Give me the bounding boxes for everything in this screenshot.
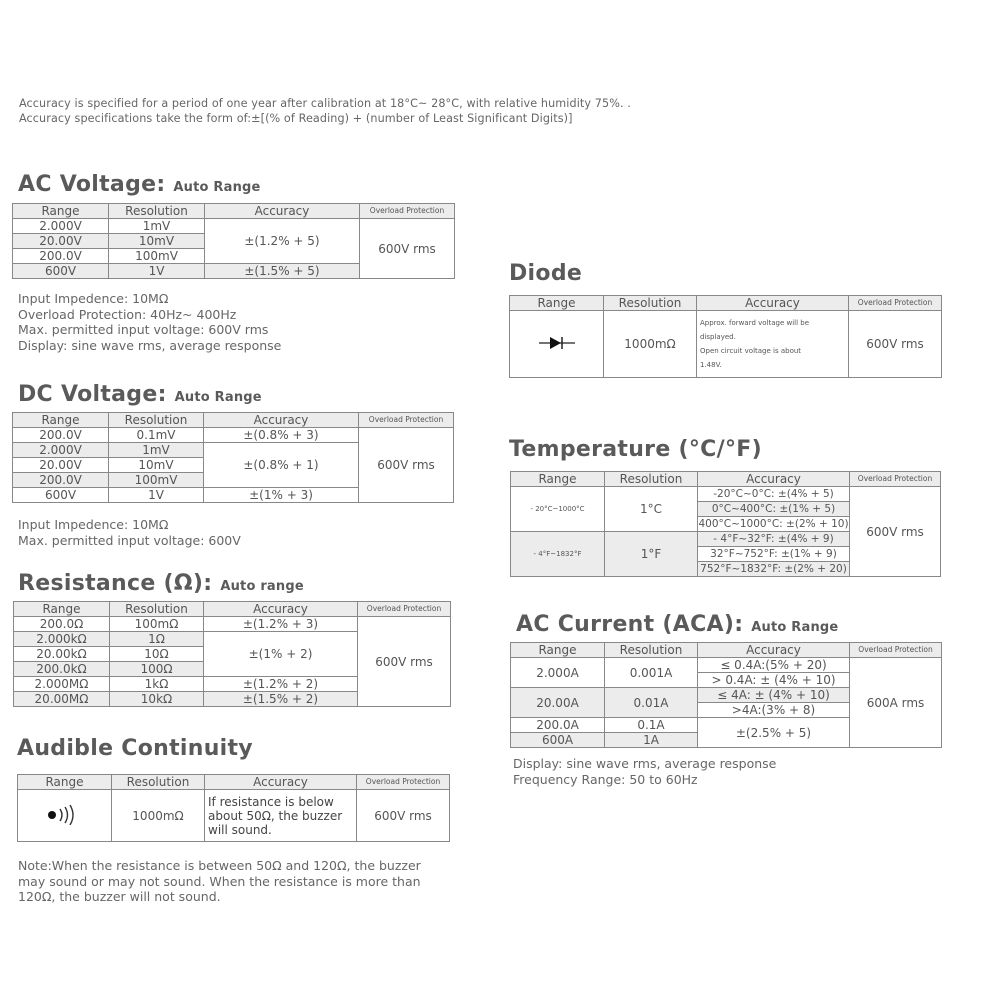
range-cell: 2.000MΩ bbox=[14, 677, 110, 692]
header-accuracy: Accuracy bbox=[697, 296, 849, 311]
header-overload: Overload Protection bbox=[850, 643, 942, 658]
ac-current-title: AC Current (ACA): bbox=[516, 612, 744, 637]
range-cell: 200.0kΩ bbox=[14, 662, 110, 677]
accuracy-cell: > 0.4A: ± (4% + 10) bbox=[698, 673, 850, 688]
header-overload: Overload Protection bbox=[849, 296, 942, 311]
continuity-table bbox=[17, 774, 450, 842]
note-line: 120Ω, the buzzer will not sound. bbox=[18, 889, 221, 904]
note-line: Display: sine wave rms, average response bbox=[18, 337, 282, 353]
resolution-cell: 1°F bbox=[605, 532, 698, 577]
resolution-cell: 10mV bbox=[109, 234, 205, 249]
header-resolution: Resolution bbox=[109, 204, 205, 219]
header-resolution: Resolution bbox=[112, 775, 205, 790]
range-cell: - 20°C~1000°C bbox=[511, 487, 605, 532]
table-row bbox=[13, 219, 455, 234]
overload-cell: 600V rms bbox=[358, 617, 451, 707]
header-range: Range bbox=[511, 472, 605, 487]
accuracy-line: Approx. forward voltage will be bbox=[700, 319, 810, 327]
resolution-cell: 0.1A bbox=[605, 718, 698, 733]
range-cell: 20.00V bbox=[13, 458, 109, 473]
accuracy-cell: 752°F~1832°F: ±(2% + 20) bbox=[698, 562, 850, 577]
ac-current-notes bbox=[513, 756, 776, 787]
note-line: may sound or may not sound. When the resistance is more than bbox=[18, 873, 421, 889]
ac-voltage-notes bbox=[18, 291, 281, 353]
resolution-cell: 1°C bbox=[605, 487, 698, 532]
accuracy-cell: ≤ 0.4A:(5% + 20) bbox=[698, 658, 850, 673]
continuity-heading bbox=[17, 736, 253, 762]
range-cell: 20.00kΩ bbox=[14, 647, 110, 662]
accuracy-cell: ±(1.2% + 5) bbox=[205, 219, 360, 264]
header-range: Range bbox=[511, 643, 605, 658]
accuracy-cell: If resistance is below about 50Ω, the buzzer will sound. bbox=[205, 790, 357, 842]
intro-line-1: Accuracy is specified for a period of one year after calibration at 18°C~ 28°C, with relative humidity 75%. . bbox=[19, 97, 631, 110]
header-resolution: Resolution bbox=[109, 413, 204, 428]
header-accuracy: Accuracy bbox=[698, 472, 850, 487]
header-overload: Overload Protection bbox=[357, 775, 450, 790]
note-line: Max. permitted input voltage: 600V rms bbox=[18, 322, 269, 337]
ac-voltage-title: AC Voltage: bbox=[18, 172, 166, 197]
table-row bbox=[511, 487, 941, 502]
header-range: Range bbox=[13, 204, 109, 219]
resolution-cell: 1A bbox=[605, 733, 698, 748]
resolution-cell: 1V bbox=[109, 264, 205, 279]
ac-current-heading bbox=[516, 612, 838, 641]
range-cell bbox=[510, 311, 604, 378]
note-line: Input Impedence: 10MΩ bbox=[18, 517, 169, 532]
header-overload: Overload Protection bbox=[358, 602, 451, 617]
range-cell: 600V bbox=[13, 264, 109, 279]
accuracy-cell: -20°C~0°C: ±(4% + 5) bbox=[698, 487, 850, 502]
header-resolution: Resolution bbox=[605, 472, 698, 487]
accuracy-line: Open circuit voltage is about bbox=[700, 347, 802, 355]
range-cell: 20.00V bbox=[13, 234, 109, 249]
range-cell: 2.000kΩ bbox=[14, 632, 110, 647]
range-cell: 20.00A bbox=[511, 688, 605, 718]
header-range: Range bbox=[510, 296, 604, 311]
accuracy-cell: >4A:(3% + 8) bbox=[698, 703, 850, 718]
diode-symbol-icon bbox=[537, 335, 577, 351]
overload-cell: 600V rms bbox=[850, 487, 941, 577]
resolution-cell: 1kΩ bbox=[110, 677, 204, 692]
diode-table bbox=[509, 295, 942, 378]
resolution-cell: 10mV bbox=[109, 458, 204, 473]
accuracy-cell bbox=[697, 311, 849, 378]
header-accuracy: Accuracy bbox=[205, 204, 360, 219]
overload-cell: 600V rms bbox=[359, 428, 454, 503]
resolution-cell: 0.01A bbox=[605, 688, 698, 718]
range-cell: 200.0V bbox=[13, 473, 109, 488]
temperature-title: Temperature (°C/°F) bbox=[509, 437, 762, 462]
range-cell: 200.0V bbox=[13, 249, 109, 264]
resolution-cell: 1mV bbox=[109, 219, 205, 234]
header-resolution: Resolution bbox=[110, 602, 204, 617]
diode-heading bbox=[509, 261, 582, 287]
accuracy-cell: ±(0.8% + 3) bbox=[204, 428, 359, 443]
resolution-cell: 10kΩ bbox=[110, 692, 204, 707]
diode-title: Diode bbox=[509, 261, 583, 286]
header-accuracy: Accuracy bbox=[204, 602, 358, 617]
dc-voltage-notes bbox=[18, 517, 241, 548]
intro-line-2: Accuracy specifications take the form of:±[(% of Reading) + (number of Least Significant Digits)] bbox=[19, 112, 573, 125]
range-cell: 600V bbox=[13, 488, 109, 503]
resolution-cell: 0.001A bbox=[605, 658, 698, 688]
accuracy-intro bbox=[19, 96, 631, 126]
dc-voltage-subtitle: Auto Range bbox=[174, 390, 262, 405]
continuity-title: Audible Continuity bbox=[17, 736, 253, 761]
range-cell: 200.0V bbox=[13, 428, 109, 443]
header-resolution: Resolution bbox=[605, 643, 698, 658]
overload-cell: 600V rms bbox=[360, 219, 455, 279]
resolution-cell: 100mV bbox=[109, 473, 204, 488]
note-line: Max. permitted input voltage: 600V bbox=[18, 532, 241, 548]
header-range: Range bbox=[13, 413, 109, 428]
table-row bbox=[18, 790, 450, 842]
dc-voltage-heading bbox=[18, 382, 262, 411]
overload-cell: 600A rms bbox=[850, 658, 942, 748]
header-accuracy: Accuracy bbox=[205, 775, 357, 790]
accuracy-cell: ±(1% + 2) bbox=[204, 632, 358, 677]
note-line: Overload Protection: 40Hz~ 400Hz bbox=[18, 306, 237, 322]
table-row bbox=[511, 658, 942, 673]
temperature-heading bbox=[509, 437, 762, 463]
buzzer-sound-icon bbox=[45, 803, 85, 825]
range-cell bbox=[18, 790, 112, 842]
range-cell: 2.000V bbox=[13, 443, 109, 458]
range-cell: - 4°F~1832°F bbox=[511, 532, 605, 577]
range-cell: 2.000A bbox=[511, 658, 605, 688]
accuracy-cell: 0°C~400°C: ±(1% + 5) bbox=[698, 502, 850, 517]
header-overload: Overload Protection bbox=[850, 472, 941, 487]
header-accuracy: Accuracy bbox=[204, 413, 359, 428]
accuracy-cell: ±(1.5% + 2) bbox=[204, 692, 358, 707]
note-line: Input Impedence: 10MΩ bbox=[18, 291, 169, 306]
range-cell: 200.0Ω bbox=[14, 617, 110, 632]
resistance-table bbox=[13, 601, 451, 707]
overload-cell: 600V rms bbox=[357, 790, 450, 842]
accuracy-cell: ±(0.8% + 1) bbox=[204, 443, 359, 488]
overload-cell: 600V rms bbox=[849, 311, 942, 378]
header-accuracy: Accuracy bbox=[698, 643, 850, 658]
range-cell: 600A bbox=[511, 733, 605, 748]
accuracy-cell: ±(1.5% + 5) bbox=[205, 264, 360, 279]
accuracy-cell: ±(1.2% + 2) bbox=[204, 677, 358, 692]
header-range: Range bbox=[14, 602, 110, 617]
ac-voltage-table bbox=[12, 203, 455, 279]
dc-voltage-table bbox=[12, 412, 454, 503]
ac-current-subtitle: Auto Range bbox=[751, 620, 839, 635]
resistance-heading bbox=[18, 571, 304, 600]
accuracy-cell: ≤ 4A: ± (4% + 10) bbox=[698, 688, 850, 703]
resolution-cell: 1Ω bbox=[110, 632, 204, 647]
accuracy-cell: ±(1% + 3) bbox=[204, 488, 359, 503]
ac-voltage-subtitle: Auto Range bbox=[173, 180, 261, 195]
accuracy-cell: - 4°F~32°F: ±(4% + 9) bbox=[698, 532, 850, 547]
resolution-cell: 100mV bbox=[109, 249, 205, 264]
range-cell: 200.0A bbox=[511, 718, 605, 733]
note-line: Frequency Range: 50 to 60Hz bbox=[513, 771, 698, 787]
resolution-cell: 0.1mV bbox=[109, 428, 204, 443]
header-resolution: Resolution bbox=[604, 296, 697, 311]
range-cell: 20.00MΩ bbox=[14, 692, 110, 707]
accuracy-line: displayed. bbox=[700, 333, 736, 341]
continuity-note bbox=[18, 858, 421, 905]
accuracy-cell: ±(2.5% + 5) bbox=[698, 718, 850, 748]
accuracy-cell: 400°C~1000°C: ±(2% + 10) bbox=[698, 518, 849, 530]
resolution-cell: 1000mΩ bbox=[112, 790, 205, 842]
temperature-table bbox=[510, 471, 941, 577]
resolution-cell: 10Ω bbox=[110, 647, 204, 662]
accuracy-line: 1.48V. bbox=[700, 361, 722, 369]
resolution-cell: 100mΩ bbox=[110, 617, 204, 632]
note-line: Display: sine wave rms, average response bbox=[513, 756, 777, 771]
resolution-cell: 100Ω bbox=[110, 662, 204, 677]
resistance-title: Resistance (Ω): bbox=[18, 571, 213, 596]
resolution-cell: 1mV bbox=[109, 443, 204, 458]
range-cell: 2.000V bbox=[13, 219, 109, 234]
table-row bbox=[510, 311, 942, 378]
accuracy-cell: ±(1.2% + 3) bbox=[204, 617, 358, 632]
header-overload: Overload Protection bbox=[360, 204, 455, 219]
table-row bbox=[13, 428, 454, 443]
ac-voltage-heading bbox=[18, 172, 261, 201]
header-overload: Overload Protection bbox=[359, 413, 454, 428]
table-row bbox=[14, 617, 451, 632]
accuracy-cell: 32°F~752°F: ±(1% + 9) bbox=[698, 547, 850, 562]
note-line: Note:When the resistance is between 50Ω and 120Ω, the buzzer bbox=[18, 858, 421, 873]
resistance-subtitle: Auto range bbox=[220, 579, 304, 594]
dc-voltage-title: DC Voltage: bbox=[18, 382, 167, 407]
header-range: Range bbox=[18, 775, 112, 790]
resolution-cell: 1V bbox=[109, 488, 204, 503]
ac-current-table bbox=[510, 642, 942, 748]
resolution-cell: 1000mΩ bbox=[604, 311, 697, 378]
